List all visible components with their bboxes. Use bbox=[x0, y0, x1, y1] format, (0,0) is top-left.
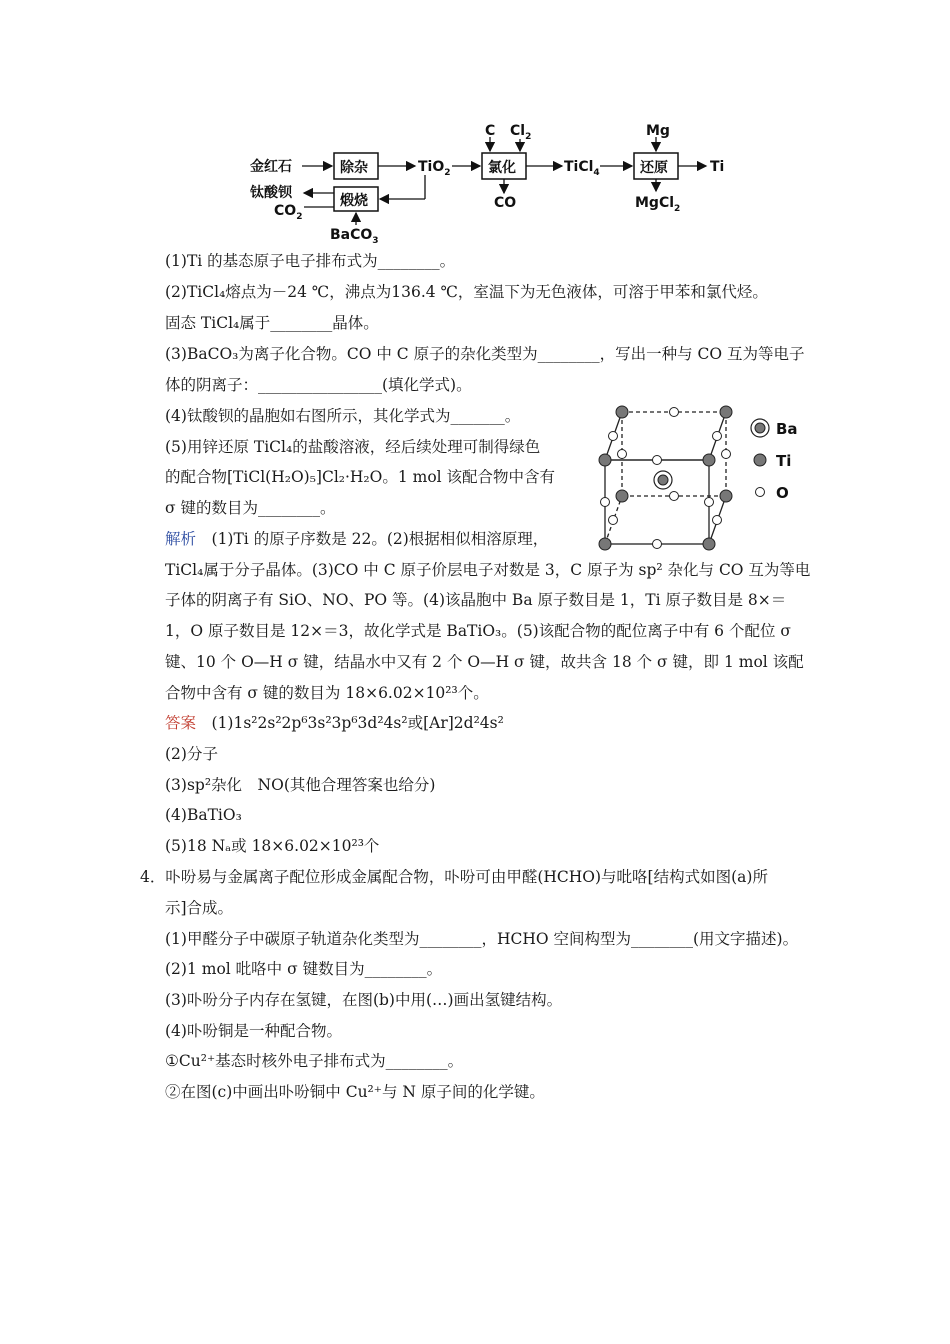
problem4-line1: 4．卟吩易与金属离子配位形成金属配合物，卟吩可由甲醛(HCHO)与吡咯[结构式如图(a)所 bbox=[140, 868, 768, 886]
q5-line1: (5)用锌还原 TiCl₄的盐酸溶液，经后续处理可制得绿色 bbox=[165, 438, 541, 456]
svg-text:CO2: $CO_2$ bbox=[274, 203, 303, 222]
answer-label: 答案 bbox=[165, 714, 197, 732]
q3-line1: (3)BaCO₃为离子化合物。CO 中 C 原子的杂化类型为________，写出一种与 CO 互为等电子 bbox=[165, 345, 805, 363]
answer-line4: (4)BaTiO₃ bbox=[165, 806, 242, 824]
svg-text:钛酸钡: 钛酸钡 bbox=[250, 185, 292, 201]
analysis-line3: 子体的阴离子有 SiO、NO、PO 等。(4)该晶胞中 Ba 原子数目是 1，Ti 原子数目是 8×＝ bbox=[165, 591, 787, 609]
q4: (4)钛酸钡的晶胞如右图所示，其化学式为_______。 bbox=[165, 407, 521, 425]
svg-text:MgCl2: MgCl$_2$ bbox=[635, 195, 681, 214]
process-flowchart bbox=[230, 115, 750, 250]
svg-text:Mg: Mg bbox=[646, 123, 670, 139]
svg-text:TiO2: TiO$_2$ bbox=[418, 159, 451, 178]
problem4-line2: 示]合成。 bbox=[165, 899, 234, 917]
q1: (1)Ti 的基态原子电子排布式为________。 bbox=[165, 252, 456, 270]
analysis-line2: TiCl₄属于分子晶体。(3)CO 中 C 原子价层电子对数是 3，C 原子为 sp² 杂化与 CO 互为等电 bbox=[165, 561, 811, 579]
start-label: 金红石 bbox=[250, 159, 292, 175]
crystal-cell-diagram bbox=[590, 400, 820, 560]
problem4-q2: (2)1 mol 吡咯中 σ 键数目为________。 bbox=[165, 960, 443, 978]
step3-box: 还原 bbox=[640, 160, 668, 176]
legend-ba: Ba bbox=[776, 420, 798, 438]
svg-text:Ti: Ti bbox=[710, 159, 725, 175]
answer-line3: (3)sp²杂化 NO(其他合理答案也给分) bbox=[165, 776, 436, 794]
legend-o: O bbox=[776, 484, 789, 502]
calcine-box: 煅烧 bbox=[340, 193, 368, 209]
problem4-q4a: ①Cu²⁺基态时核外电子排布式为________。 bbox=[165, 1052, 464, 1070]
analysis-line1: 解析 (1)Ti 的原子序数是 22。(2)根据相似相溶原理， bbox=[165, 530, 549, 548]
step2-box: 氯化 bbox=[488, 160, 516, 176]
problem4-q4b: ②在图(c)中画出卟吩铜中 Cu²⁺与 N 原子间的化学键。 bbox=[165, 1083, 545, 1101]
step1-box: 除杂 bbox=[340, 160, 368, 176]
answer-line1: 答案 (1)1s²2s²2p⁶3s²3p⁶3d²4s²或[Ar]2d²4s² bbox=[165, 714, 504, 732]
analysis-line4: 1，O 原子数目是 12×＝3，故化学式是 BaTiO₃。(5)该配合物的配位离子中有 6 个配位 σ bbox=[165, 622, 791, 640]
q5-line3: σ 键的数目为________。 bbox=[165, 499, 336, 517]
svg-text:C: C bbox=[485, 123, 496, 139]
analysis-label: 解析 bbox=[165, 530, 197, 548]
answer-line5: (5)18 Nₐ或 18×6.02×10²³个 bbox=[165, 837, 380, 855]
problem4-q4: (4)卟吩铜是一种配合物。 bbox=[165, 1022, 342, 1040]
analysis-line5: 键、10 个 O—H σ 键，结晶水中又有 2 个 O—H σ 键，故共含 18 个 σ 键，即 1 mol 该配 bbox=[165, 653, 804, 671]
answer-line2: (2)分子 bbox=[165, 745, 218, 763]
legend-ti: Ti bbox=[776, 452, 792, 470]
q2-line1: (2)TiCl₄熔点为－24 ℃，沸点为136.4 ℃，室温下为无色液体，可溶于甲苯和氯代烃。 bbox=[165, 283, 768, 301]
svg-text:Cl2: $Cl_2$ bbox=[510, 123, 532, 142]
svg-text:BaCO3: BaCO$_3$ bbox=[330, 227, 379, 246]
problem4-q3: (3)卟吩分子内存在氢键，在图(b)中用(…)画出氢键结构。 bbox=[165, 991, 563, 1009]
q2-line2: 固态 TiCl₄属于________晶体。 bbox=[165, 314, 379, 332]
problem4-q1: (1)甲醛分子中碳原子轨道杂化类型为________，HCHO 空间构型为________(用文字描述)。 bbox=[165, 930, 799, 948]
q3-line2: 体的阴离子：________________(填化学式)。 bbox=[165, 376, 472, 394]
svg-text:CO: CO bbox=[494, 195, 517, 211]
q5-line2: 的配合物[TiCl(H₂O)₅]Cl₂·H₂O。1 mol 该配合物中含有 bbox=[165, 468, 556, 486]
svg-text:TiCl4: TiCl$_4$ bbox=[564, 159, 600, 178]
analysis-line6: 合物中含有 σ 键的数目为 18×6.02×10²³个。 bbox=[165, 684, 489, 702]
